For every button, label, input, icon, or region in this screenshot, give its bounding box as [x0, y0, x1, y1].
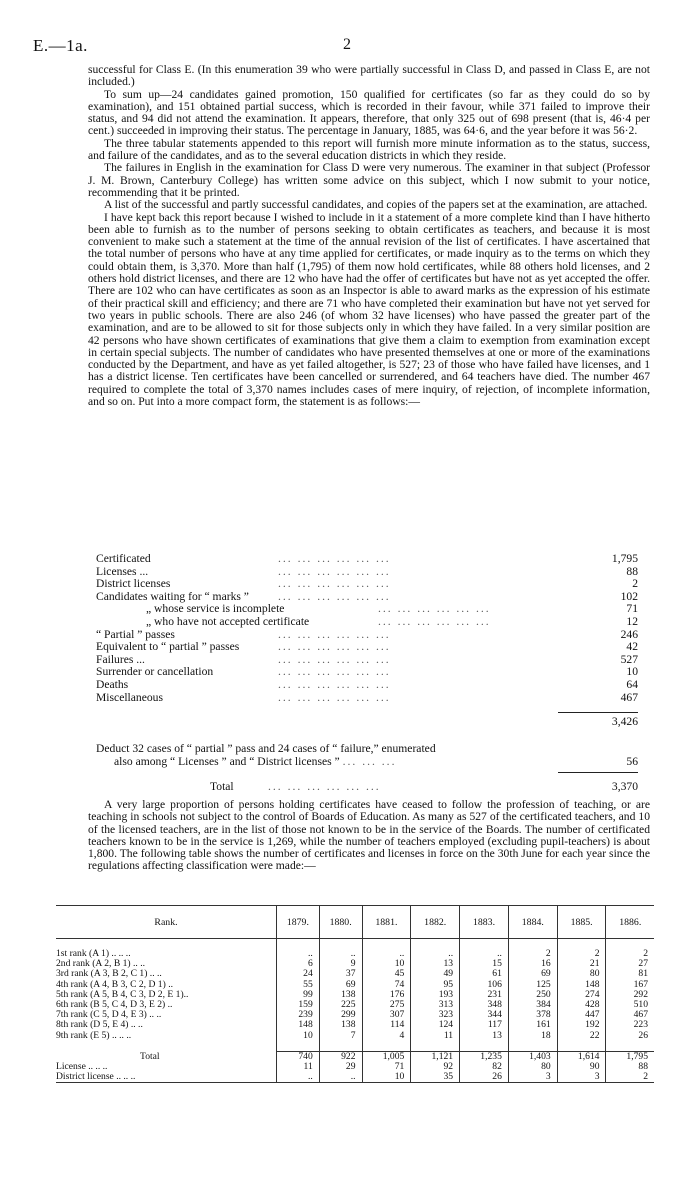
table-cell: .. [277, 1072, 320, 1083]
table-cell: 55 [277, 980, 320, 990]
subtotal-rule [558, 712, 638, 713]
summary-label: Surrender or cancellation [96, 665, 214, 679]
table-cell: 37 [319, 969, 362, 979]
total-cell: 922 [319, 1051, 362, 1062]
total-rule [558, 772, 638, 773]
table-cell: 378 [508, 1010, 557, 1020]
table-cell: 2 [508, 949, 557, 959]
table-cell: 45 [362, 969, 411, 979]
table-cell: 231 [460, 990, 509, 1000]
table-cell: 10 [362, 959, 411, 969]
row-label: 4th rank (A 4, B 3, C 2, D 1) .. [56, 978, 173, 990]
summary-label: “ Partial ” passes [96, 627, 175, 641]
table-cell: .. [362, 949, 411, 959]
table-cell: 49 [411, 969, 460, 979]
table-cell: 35 [411, 1072, 460, 1083]
deduct-value: 56 [626, 755, 638, 768]
table-cell: 323 [411, 1010, 460, 1020]
summary-value: 42 [626, 640, 638, 654]
year-header: 1880. [319, 906, 362, 939]
table-cell: 3 [508, 1072, 557, 1083]
table-cell: 138 [319, 1020, 362, 1030]
row-label: 3rd rank (A 3, B 2, C 1) .. .. [56, 968, 162, 980]
summary-row: „ whose service is incomplete ... ... ... ... ... ... 71 [146, 602, 638, 616]
summary-row: Certificated ... ... ... ... ... ... 1,795 [96, 552, 638, 565]
rank-header: Rank. [154, 916, 178, 928]
table-cell: 88 [606, 1062, 654, 1072]
summary-label: Candidates waiting for “ marks ” [96, 589, 249, 603]
row-label: License .. .. .. [56, 1061, 108, 1073]
row-label: District license .. .. .. [56, 1071, 136, 1083]
year-header: 1883. [460, 906, 509, 939]
table-cell: .. [319, 1072, 362, 1083]
year-header: 1879. [277, 906, 320, 939]
table-cell: 69 [319, 980, 362, 990]
table-cell: 225 [319, 1000, 362, 1010]
deduct-line-1: Deduct 32 cases of “ partial ” pass and 24 cases of “ failure,” enumerated [96, 742, 436, 755]
table-cell: 167 [606, 980, 654, 990]
table-cell: 2 [606, 1072, 654, 1083]
table-cell: 2 [557, 949, 606, 959]
summary-label: Miscellaneous [96, 690, 163, 704]
table-cell: 275 [362, 1000, 411, 1010]
summary-row: Miscellaneous ... ... ... ... ... ... 467 [96, 690, 638, 704]
table-cell: 61 [460, 969, 509, 979]
table-cell: 95 [411, 980, 460, 990]
table-cell: 193 [411, 990, 460, 1000]
summary-row: “ Partial ” passes ... ... ... ... ... ... 246 [96, 627, 638, 641]
paragraph: successful for Class E. (In this enumeration 39 who were partially successful in Class D, and passed in Class E, are not included.) [88, 63, 650, 89]
table-cell: 74 [362, 980, 411, 990]
summary-row: Licenses ... ... ... ... ... ... ... 88 [96, 564, 638, 578]
summary-value: 1,795 [611, 552, 638, 565]
summary-label: Licenses ... [96, 564, 149, 578]
paragraph: The three tabular statements appended to this report will furnish more minute information as to the status, success, and failure of the candidates, and as to the several education districts in which they reside. [88, 136, 650, 163]
table-cell: 29 [319, 1062, 362, 1072]
summary-value: 12 [626, 614, 638, 628]
table-cell: 13 [411, 959, 460, 969]
table-row [56, 1072, 654, 1083]
total-cell: 740 [277, 1051, 320, 1062]
summary-row: District licenses ... ... ... ... ... ... 2 [96, 577, 638, 591]
table-cell: .. [277, 949, 320, 959]
table-cell: .. [319, 949, 362, 959]
summary-label: Deaths [96, 677, 129, 691]
table-cell: 10 [277, 1031, 320, 1041]
summary-value: 10 [626, 665, 638, 679]
table-cell: 9 [319, 959, 362, 969]
table-cell: 138 [319, 990, 362, 1000]
table-cell: 467 [606, 1010, 654, 1020]
table-cell: 159 [277, 1000, 320, 1010]
row-label: 8th rank (D 5, E 4) .. .. [56, 1019, 143, 1031]
table-cell: 26 [606, 1031, 654, 1041]
table-cell: 24 [277, 969, 320, 979]
summary-value: 527 [620, 652, 638, 666]
table-cell: 6 [277, 959, 320, 969]
year-header: 1882. [411, 906, 460, 939]
page-number: 2 [343, 36, 351, 53]
total-cell: 1,795 [606, 1051, 654, 1062]
table-cell: .. [460, 949, 509, 959]
total-cell: 1,121 [411, 1051, 460, 1062]
table-cell: 90 [557, 1062, 606, 1072]
summary-value: 71 [626, 602, 638, 616]
paragraph: To sum up—24 candidates gained promotion, 150 qualified for certificates (so far as they could do so by examination), and 151 obtained partial success, which is recorded in their favour, while 371 failed to improve their status, and 94 did not attend the examination. It appears, therefore, that only 325 out of 698 present (that is, 46·4 per cent.) succeeded in improving their status. The percentage in January, 1885, was 64·6, and the year before it was 56·2. [88, 87, 650, 138]
row-label: Total [140, 1050, 160, 1062]
table-cell: 176 [362, 990, 411, 1000]
table-cell: 125 [508, 980, 557, 990]
table-cell: 124 [411, 1020, 460, 1030]
deduct-line-2: also among “ Licenses ” and “ District licenses ” ... ... ... [114, 755, 397, 768]
year-header: 1885. [557, 906, 606, 939]
summary-row: Failures ... ... ... ... ... ... ... 527 [96, 652, 638, 666]
table-cell: 92 [411, 1062, 460, 1072]
table-cell: 81 [606, 969, 654, 979]
table-cell: 239 [277, 1010, 320, 1020]
summary-label: „ who have not accepted certificate [146, 614, 310, 628]
table-cell: 250 [508, 990, 557, 1000]
certificates-table [56, 905, 654, 1083]
table-cell: 117 [460, 1020, 509, 1030]
table-cell: 10 [362, 1072, 411, 1083]
total-cell: 1,614 [557, 1051, 606, 1062]
table-cell: 2 [606, 949, 654, 959]
table-cell: 106 [460, 980, 509, 990]
paragraph: A list of the successful and partly successful candidates, and copies of the papers set at the examination, are attached. [104, 198, 648, 212]
table-cell: 148 [557, 980, 606, 990]
table-cell: 7 [319, 1031, 362, 1041]
table-cell: 223 [606, 1020, 654, 1030]
table-cell: 26 [460, 1072, 509, 1083]
summary-label: District licenses [96, 577, 171, 591]
paragraph: A very large proportion of persons holding certificates have ceased to follow the profession of teaching, or are teaching in schools not subject to the control of Boards of Education. As many as 527 of the certificated teachers, and 10 of the licensed teachers, are in the list of those not known to be in the service of the Boards. The number of certificated teachers known to be in the service is 1,269, while the number of teachers employed (excluding pupil-teachers) is about 1,800. The following table shows the number of certificates and licenses in force on the 30th June for each year since the regulations affecting classification were made:— [88, 798, 650, 873]
table-cell: 4 [362, 1031, 411, 1041]
row-label: 6th rank (B 5, C 4, D 3, E 2) .. [56, 999, 173, 1011]
summary-value: 64 [626, 677, 638, 691]
row-label: 2nd rank (A 2, B 1) .. .. [56, 958, 145, 970]
table-cell: .. [411, 949, 460, 959]
table-cell: 15 [460, 959, 509, 969]
row-label: 1st rank (A 1) .. .. .. [56, 948, 131, 959]
summary-row: Surrender or cancellation ... ... ... ... ... ... 10 [96, 665, 638, 679]
row-label: 5th rank (A 5, B 4, C 3, D 2, E 1).. [56, 988, 189, 1000]
table-cell: 82 [460, 1062, 509, 1072]
table-cell: 27 [606, 959, 654, 969]
summary-value: 467 [620, 690, 638, 704]
table-cell: 71 [362, 1062, 411, 1072]
table-cell: 447 [557, 1010, 606, 1020]
total-cell: 1,403 [508, 1051, 557, 1062]
table-row [56, 1031, 654, 1041]
table-cell: 16 [508, 959, 557, 969]
summary-row: Equivalent to “ partial ” passes ... ... ... ... ... ... 42 [96, 640, 638, 654]
year-header: 1884. [508, 906, 557, 939]
table-cell: 428 [557, 1000, 606, 1010]
table-cell: 292 [606, 990, 654, 1000]
year-header: 1886. [606, 906, 654, 939]
table-cell: 11 [277, 1062, 320, 1072]
summary-row: Candidates waiting for “ marks ” ... ... ... ... ... ... 102 [96, 589, 638, 603]
year-header: 1881. [362, 906, 411, 939]
table-cell: 18 [508, 1031, 557, 1041]
table-cell: 148 [277, 1020, 320, 1030]
table-cell: 21 [557, 959, 606, 969]
row-label: 7th rank (C 5, D 4, E 3) .. .. [56, 1009, 162, 1021]
document-reference: E.—1a. [33, 36, 88, 55]
table-cell: 307 [362, 1010, 411, 1020]
summary-label: Failures ... [96, 652, 145, 666]
table-cell: 11 [411, 1031, 460, 1041]
total-cell: 1,005 [362, 1051, 411, 1062]
table-cell: 99 [277, 990, 320, 1000]
summary-value: 246 [620, 627, 638, 641]
table-cell: 510 [606, 1000, 654, 1010]
summary-subtotal: 3,426 [611, 715, 638, 728]
table-cell: 80 [557, 969, 606, 979]
report-body-continued [88, 799, 650, 873]
total-label: Total [210, 780, 234, 793]
summary-label: Equivalent to “ partial ” passes [96, 640, 240, 654]
total-value: 3,370 [611, 780, 638, 793]
table-cell: 114 [362, 1020, 411, 1030]
table-cell: 192 [557, 1020, 606, 1030]
summary-value: 2 [632, 577, 638, 591]
summary-label: „ whose service is incomplete [146, 602, 285, 616]
table-cell: 80 [508, 1062, 557, 1072]
table-cell: 344 [460, 1010, 509, 1020]
total-cell: 1,235 [460, 1051, 509, 1062]
table-cell: 384 [508, 1000, 557, 1010]
summary-statement: Certificated ... ... ... ... ... ... 1,795 Licenses ... ... ... ... ... ... ... 88 District licenses ... ... ... ... ... ... 2 Candidates waiting for “ marks ” ... ... ... ... ... ... 102 „ whose service is incomplete ... ... ... ... ... ... 71 „ who have not accepted certificate ... ... ... ... ... ... 12 “ Partial ” passes ... ... ... ... ... ... 246 Equivalent to “ partial ” passes ... ... ... ... ... ... 42 Failures ... ... ... ... ... ... ... 527 Surrender or cancellation ... ... ... ... ... ... 10 Deaths ... ... ... ... ... ... 64 Miscellaneous ... ... ... ... ... ... 467 3,426 Deduct 32 cases of “ partial ” pass and 24 cases of “ failure,” enumerated also among “ Licenses ” and “ District licenses ” ... ... ... 56 Total ... ... ... ... ... ... 3,370 [88, 553, 650, 704]
table-cell: 161 [508, 1020, 557, 1030]
table-cell: 22 [557, 1031, 606, 1041]
table-cell: 274 [557, 990, 606, 1000]
table-cell: 348 [460, 1000, 509, 1010]
paragraph: I have kept back this report because I wished to include in it a statement of a more complete kind than I have hitherto been able to furnish as to the number of persons seeking to obtain certificates as teachers, and because it is most convenient to make such a statement at the time of the annual revision of the list of certificates. I have ascertained that the total number of persons who have at any time applied for certificates, or made inquiry as to the terms on which they could obtain them, is 3,370. More than half (1,795) of them now hold certificates, while 88 others hold licenses, and 2 others hold district licenses, and there are 12 who have had the offer of certificates but have not as yet accepted the offer. There are 102 who can have certificates as soon as an Inspector is able to award marks as the expression of his estimate of their practical skill and efficiency; and there are 71 who have completed their examination but have not yet served for two years in public schools. There are also 246 (of whom 32 have licenses) who have passed the greater part of the examination, and are to be allowed to sit for those subjects only in which they have failed. In a very similar position are 42 persons who have shown certificates of examinations that give them a claim to exemption from examination except in certain special subjects. The number of candidates who have presented themselves at one or more of the examinations conducted by the Department, and have as yet failed altogether, is 527; 23 of those who have failed have licenses, and 1 has a district license. Ten certificates have been cancelled or surrendered, and 64 teachers have died. The number 467 required to complete the total of 3,370 names includes cases of mere inquiry, of rejection, of incomplete information, and so on. Put into a more compact form, the statement is as follows:— [88, 210, 650, 409]
summary-row: „ who have not accepted certificate ... ... ... ... ... ... 12 [146, 614, 638, 628]
report-body [88, 64, 650, 408]
row-label: 9th rank (E 5) .. .. .. [56, 1029, 132, 1041]
summary-value: 88 [626, 564, 638, 578]
table-cell: 13 [460, 1031, 509, 1041]
table-cell: 3 [557, 1072, 606, 1083]
table-cell: 69 [508, 969, 557, 979]
summary-row: Deaths ... ... ... ... ... ... 64 [96, 677, 638, 691]
paragraph: The failures in English in the examination for Class D were very numerous. The examiner in that subject (Professor J. M. Brown, Canterbury College) has written some advice on this subject, which I now submit to your notice, recommending that it be printed. [88, 161, 650, 199]
table-cell: 299 [319, 1010, 362, 1020]
table-cell: 313 [411, 1000, 460, 1010]
summary-value: 102 [620, 589, 638, 603]
summary-label: Certificated [96, 552, 151, 565]
